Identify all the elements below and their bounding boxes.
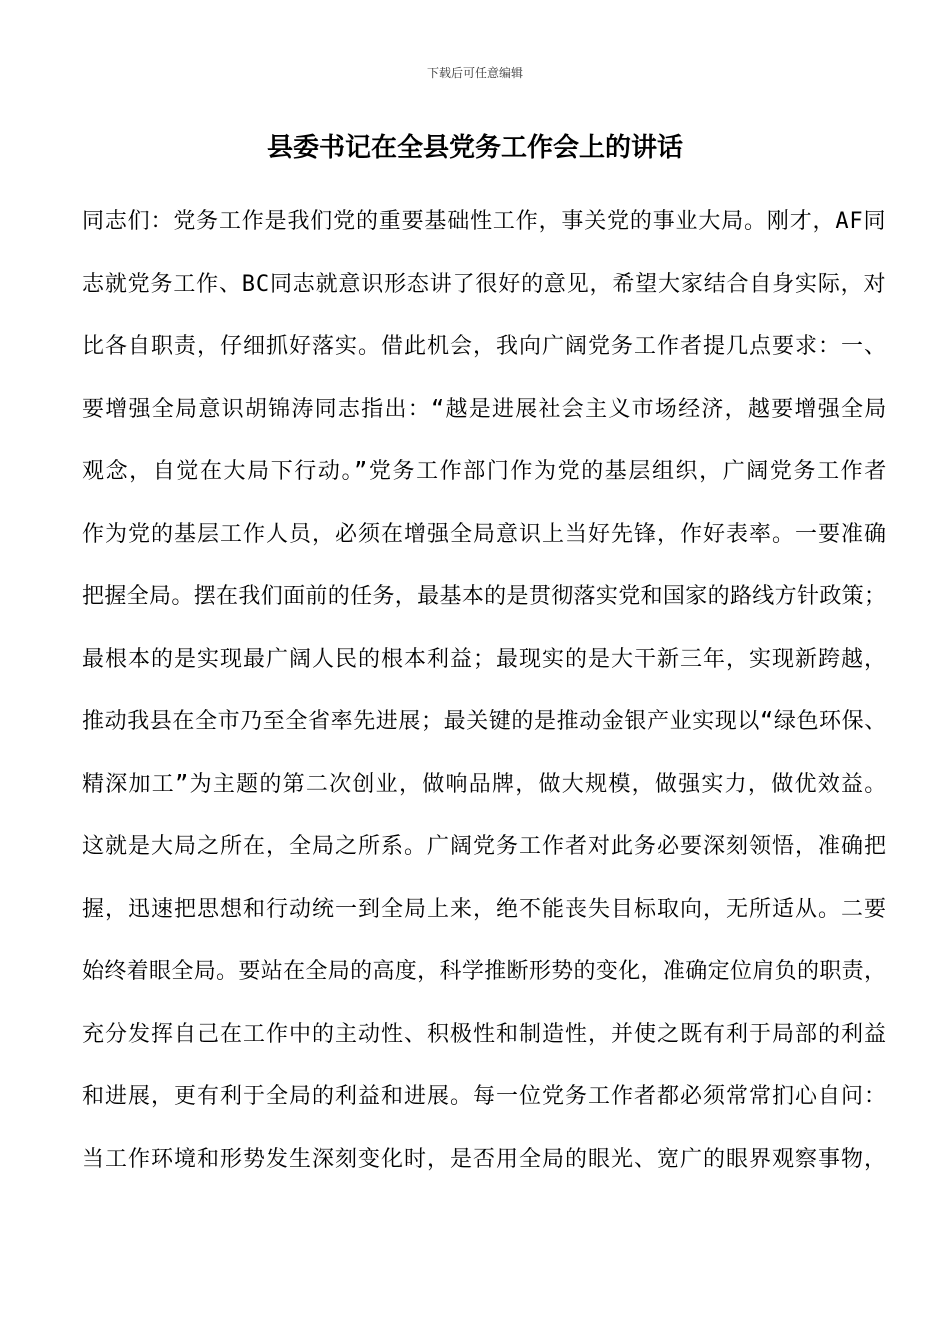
paragraph-line: 同志们：党务工作是我们党的重要基础性工作，事关党的事业大局。刚才，AF同: [82, 209, 887, 234]
paragraph-line: 始终着眼全局。要站在全局的高度，科学推断形势的变化，准确定位肩负的职责，: [82, 959, 887, 984]
paragraph-line: 握，迅速把思想和行动统一到全局上来，绝不能丧失目标取向，无所适从。二要: [82, 896, 888, 922]
paragraph-line: 推动我县在全市乃至全省率先进展；最关键的是推动金银产业实现以“绿色环保、: [82, 709, 887, 734]
paragraph-line: 精深加工”为主题的第二次创业，做响品牌，做大规模，做强实力，做优效益。: [82, 771, 888, 797]
page-header-note: 下载后可任意编辑: [426, 66, 523, 80]
paragraph-line: 志就党务工作、BC同志就意识形态讲了很好的意见，希望大家结合自身实际，对: [82, 271, 887, 297]
document-title: 县委书记在全县党务工作会上的讲话: [266, 133, 683, 163]
paragraph-line: 充分发挥自己在工作中的主动性、积极性和制造性，并使之既有利于局部的利益: [82, 1021, 888, 1047]
paragraph-line: 比各自职责，仔细抓好落实。借此机会，我向广阔党务工作者提几点要求：一、: [82, 334, 888, 359]
paragraph-line: 要增强全局意识胡锦涛同志指出：“越是进展社会主义市场经济，越要增强全局: [82, 396, 888, 422]
paragraph-line: 当工作环境和形势发生深刻变化时，是否用全局的眼光、宽广的眼界观察事物，: [82, 1146, 888, 1172]
paragraph-line: 把握全局。摆在我们面前的任务，最基本的是贯彻落实党和国家的路线方针政策；: [82, 584, 887, 609]
paragraph-line: 最根本的是实现最广阔人民的根本利益；最现实的是大干新三年，实现新跨越，: [82, 646, 888, 672]
paragraph-line: 和进展，更有利于全局的利益和进展。每一位党务工作者都必须常常扪心自问：: [82, 1084, 888, 1109]
paragraph-line: 这就是大局之所在，全局之所系。广阔党务工作者对此务必要深刻领悟，准确把: [82, 834, 888, 859]
paragraph-line: 观念，自觉在大局下行动。”党务工作部门作为党的基层组织，广阔党务工作者: [82, 459, 888, 484]
paragraph-line: 作为党的基层工作人员，必须在增强全局意识上当好先锋，作好表率。一要准确: [82, 521, 888, 547]
